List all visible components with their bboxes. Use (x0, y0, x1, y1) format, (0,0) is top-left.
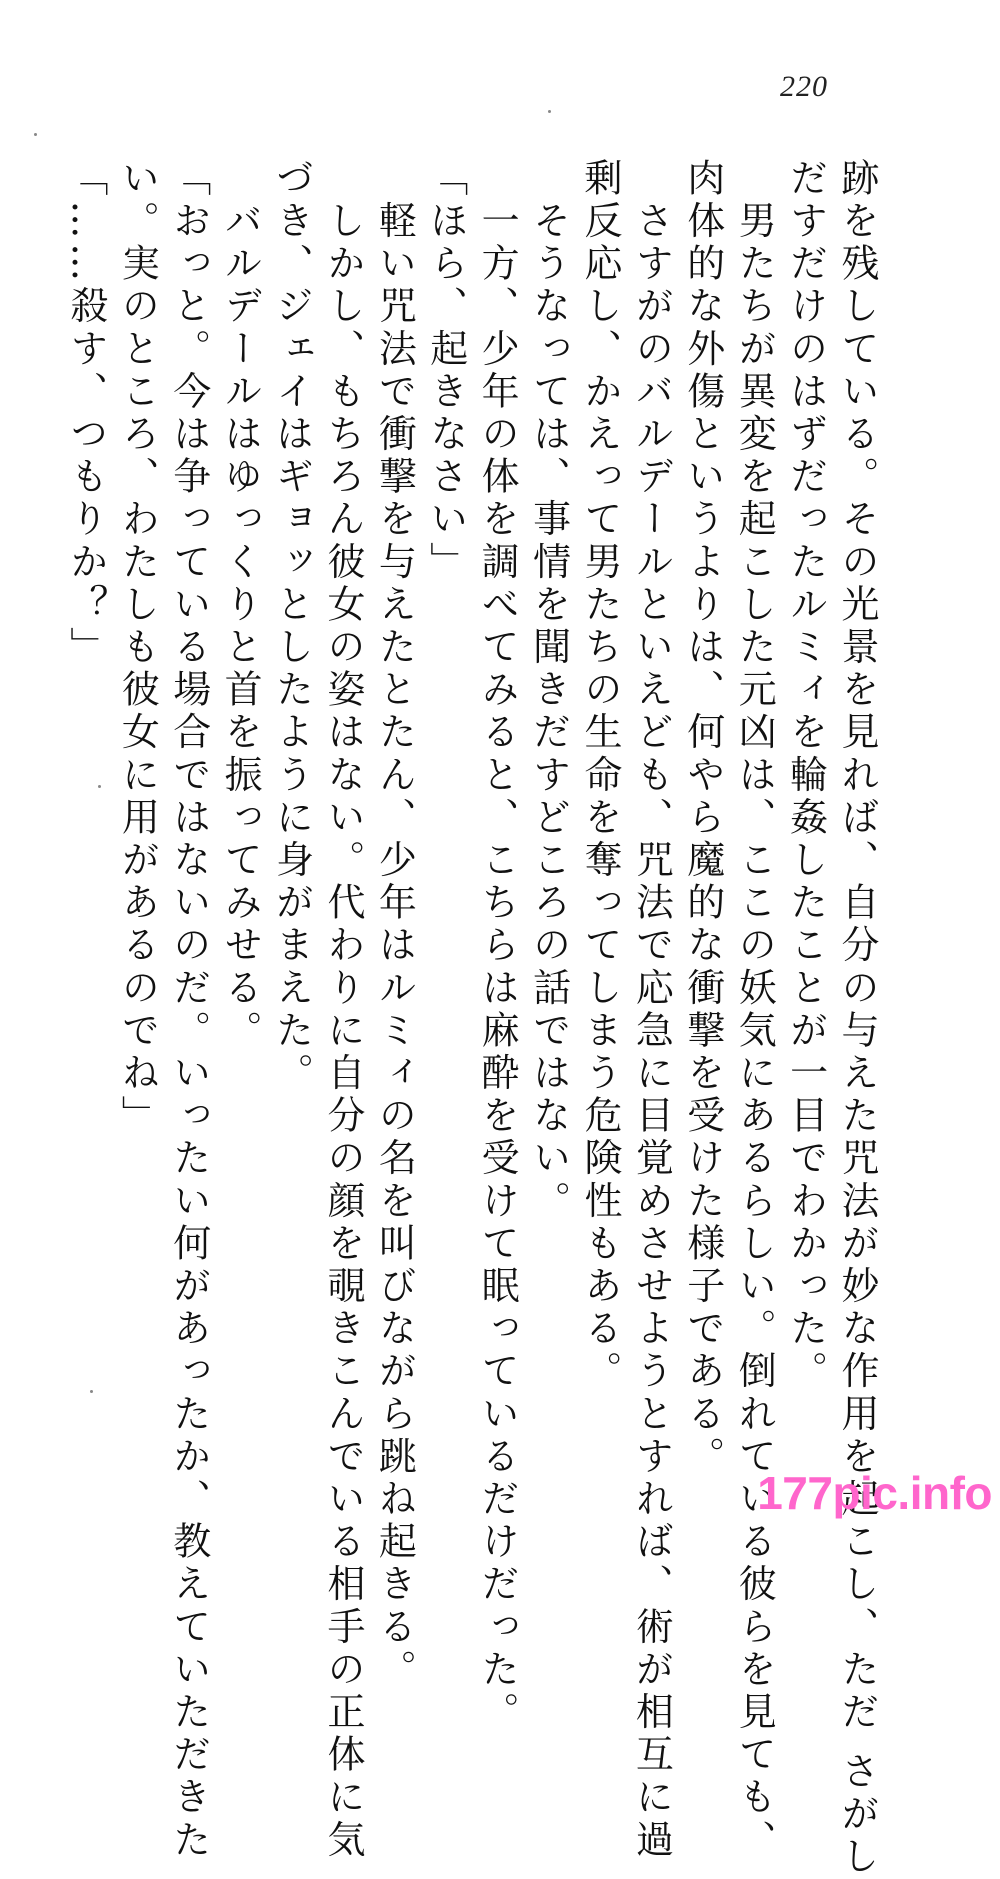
scan-speck (98, 785, 101, 788)
text-line: 跡を残している。その光景を見れば、自分の与えた咒法が妙な作用を起こし、ただ さがし (835, 158, 879, 1879)
text-line: 一方、少年の体を調べてみると、こちらは麻酔を受けて眠っているだけだった。 (475, 158, 520, 1735)
text-line: しかし、もちろん彼女の姿はない。代わりに自分の顔を覗きこんでいる相手の正体に気 (320, 158, 365, 1862)
text-line: だすだけのはずだったルミィを輪姦したことが一目でわかった。 (783, 158, 828, 1394)
text-line: 肉体的な外傷というよりは、何やら魔的な衝撃を受けた様子である。 (680, 158, 725, 1479)
text-line: づき、ジェイはギョッとしたように身がまえた。 (269, 158, 314, 1096)
scan-speck (34, 133, 37, 136)
text-line: 軽い咒法で衝撃を与えたとたん、少年はルミィの名を叫びながら跳ね起きる。 (372, 158, 417, 1692)
text-line: 「ほら、起きなさい」 (423, 158, 468, 584)
scan-speck (90, 1390, 93, 1393)
text-line: 男たちが異変を起こした元凶は、ここの妖気にあるらしい。倒れている彼らを見ても、 (732, 158, 777, 1862)
text-line: 「おっと。今は争っている場合ではないのだ。いったい何があったか、教えていただきた (166, 158, 211, 1862)
page-number: 220 (780, 70, 828, 103)
text-line: い。実のところ、わたしも彼女に用があるのでね」 (115, 158, 160, 1138)
text-line: バルデールはゆっくりと首を振ってみせる。 (218, 158, 263, 1053)
watermark-logo: 177pic.info (757, 1467, 992, 1519)
text-line: 剰反応し、かえって男たちの生命を奪ってしまう危険性もある。 (577, 158, 622, 1394)
scan-speck (548, 110, 551, 113)
text-line: さすがのバルデールといえども、咒法で応急に目覚めさせようとすれば、術が相互に過 (629, 158, 674, 1862)
text-line: 「……殺す、つもりか？」 (63, 158, 108, 670)
text-line: そうなっては、事情を聞きだすどころの話ではない。 (526, 158, 571, 1223)
